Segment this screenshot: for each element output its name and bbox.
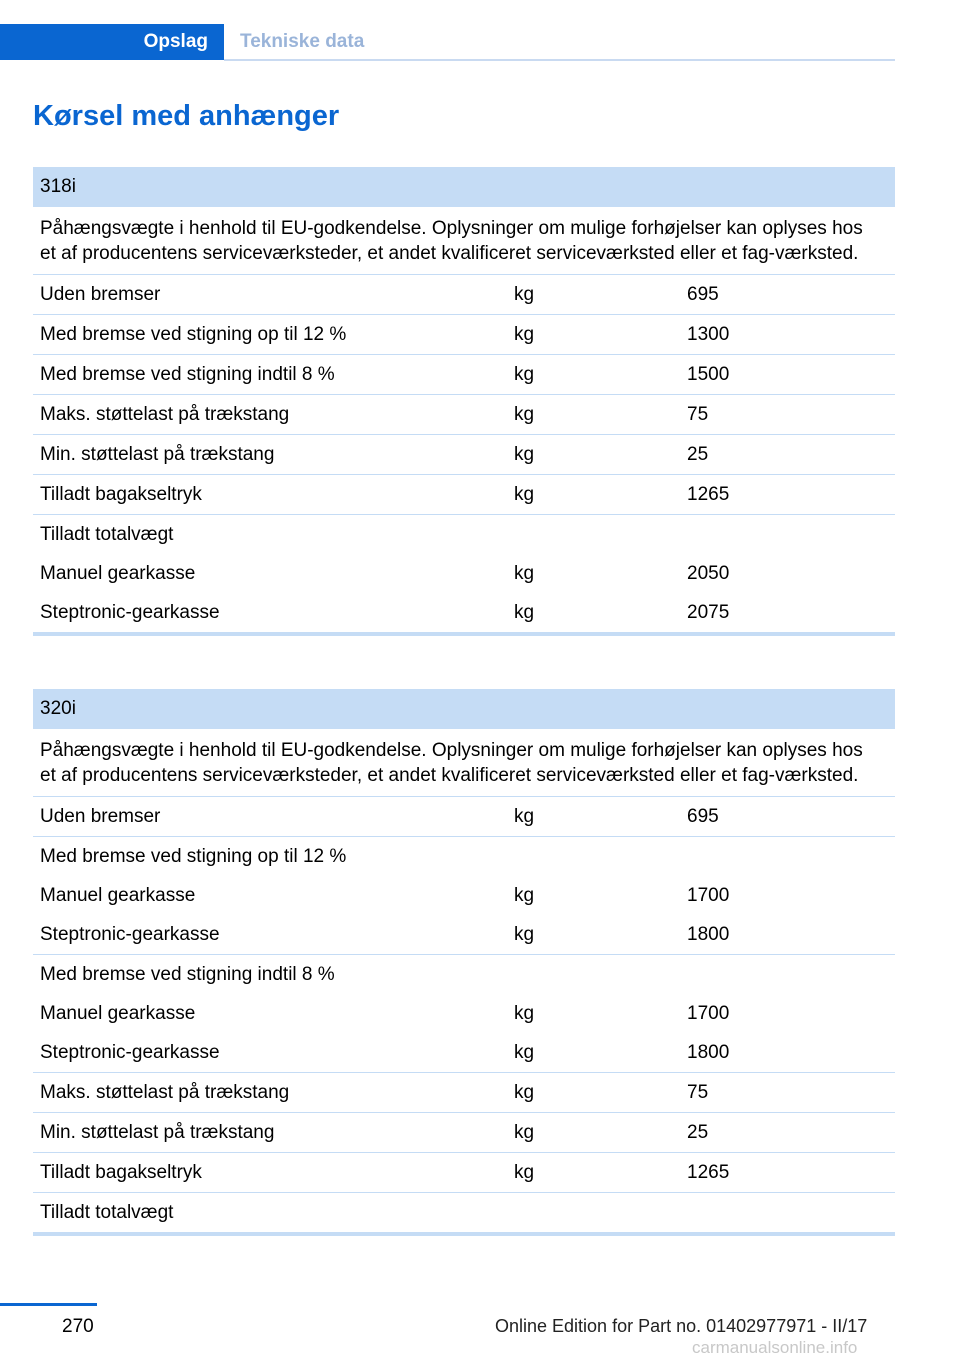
row-unit: kg [514,1042,535,1063]
row-unit: kg [514,284,535,305]
row-value: 695 [687,284,719,305]
row-value: 25 [687,444,709,465]
row-label: Tilladt bagakseltryk [40,484,202,505]
row-label: Steptronic-gearkasse [40,1042,220,1063]
page-title: Kørsel med anhænger [33,100,340,132]
row-value: 1700 [687,885,730,906]
row-label: Manuel gearkasse [40,563,196,584]
table-row [33,315,895,355]
table-row [33,355,895,395]
row-value: 1800 [687,1042,730,1063]
header-tabs [0,24,895,62]
row-value: 1265 [687,484,730,505]
table-heading: 318i [33,167,895,207]
table-bottom-rule [33,1232,895,1236]
table-row [33,395,895,435]
row-label: Min. støttelast på trækstang [40,1122,275,1143]
row-unit: kg [514,364,535,385]
table-row [33,1193,895,1232]
table-row [33,1113,895,1153]
watermark: carmanualsonline.info [692,1338,858,1357]
row-value: 1800 [687,924,730,945]
row-label: Uden bremser [40,806,161,827]
row-label: Tilladt totalvægt [40,524,174,545]
table-row [33,275,895,315]
row-value: 1265 [687,1162,730,1183]
row-label: Med bremse ved stigning op til 12 % [40,324,347,345]
table-description: Påhængsvægte i henhold til EU-godkendelse. Oplysninger om mulige forhøjelser kan oplyses hos et af producentens serviceværksteder, et andet kvalificeret serviceværksted eller et fag-værksted. [33,729,895,797]
row-unit: kg [514,563,535,584]
table-row [33,915,895,955]
tab-opslag[interactable]: Opslag [0,24,224,60]
table-row [33,515,895,554]
table-description: Påhængsvægte i henhold til EU-godkendelse. Oplysninger om mulige forhøjelser kan oplyses hos et af producentens serviceværksteder, et andet kvalificeret serviceværksted eller et fag-værksted. [33,207,895,275]
row-unit: kg [514,885,535,906]
row-label: Manuel gearkasse [40,885,196,906]
row-value: 75 [687,1082,709,1103]
row-label: Manuel gearkasse [40,1003,196,1024]
table-row [33,1153,895,1193]
row-value: 2075 [687,602,730,623]
row-unit: kg [514,806,535,827]
tab-tekniske-data[interactable]: Tekniske data [240,31,365,52]
table-row [33,955,895,994]
row-label: Maks. støttelast på trækstang [40,1082,290,1103]
row-label: Steptronic-gearkasse [40,602,220,623]
row-unit: kg [514,602,535,623]
row-value: 1300 [687,324,730,345]
row-unit: kg [514,324,535,345]
row-value: 2050 [687,563,730,584]
table-row [33,797,895,837]
row-label: Maks. støttelast på trækstang [40,404,290,425]
table-row [33,837,895,876]
table-bottom-rule [33,632,895,636]
table-row [33,435,895,475]
row-value: 695 [687,806,719,827]
footer-rule [0,1303,97,1306]
table-row [33,593,895,632]
table-row [33,554,895,593]
row-unit: kg [514,1122,535,1143]
row-label: Med bremse ved stigning op til 12 % [40,846,347,867]
row-unit: kg [514,484,535,505]
table-row [33,475,895,515]
row-value: 25 [687,1122,709,1143]
row-unit: kg [514,1082,535,1103]
row-value: 1500 [687,364,730,385]
row-unit: kg [514,1003,535,1024]
row-label: Uden bremser [40,284,161,305]
row-unit: kg [514,404,535,425]
row-label: Tilladt totalvægt [40,1202,174,1223]
row-label: Tilladt bagakseltryk [40,1162,202,1183]
row-unit: kg [514,1162,535,1183]
row-value: 1700 [687,1003,730,1024]
table-row [33,1033,895,1073]
row-label: Med bremse ved stigning indtil 8 % [40,364,335,385]
row-unit: kg [514,924,535,945]
table-heading: 320i [33,689,895,729]
table-row [33,1073,895,1113]
table-row [33,876,895,915]
spec-table-318i [33,167,895,636]
row-label: Steptronic-gearkasse [40,924,220,945]
page-number: 270 [62,1316,94,1337]
table-row [33,994,895,1033]
row-value: 75 [687,404,709,425]
row-label: Min. støttelast på trækstang [40,444,275,465]
edition-text: Online Edition for Part no. 01402977971 - II/17 [495,1316,868,1336]
tab-underline [224,59,895,61]
row-unit: kg [514,444,535,465]
spec-table-320i [33,689,895,1236]
row-label: Med bremse ved stigning indtil 8 % [40,964,335,985]
